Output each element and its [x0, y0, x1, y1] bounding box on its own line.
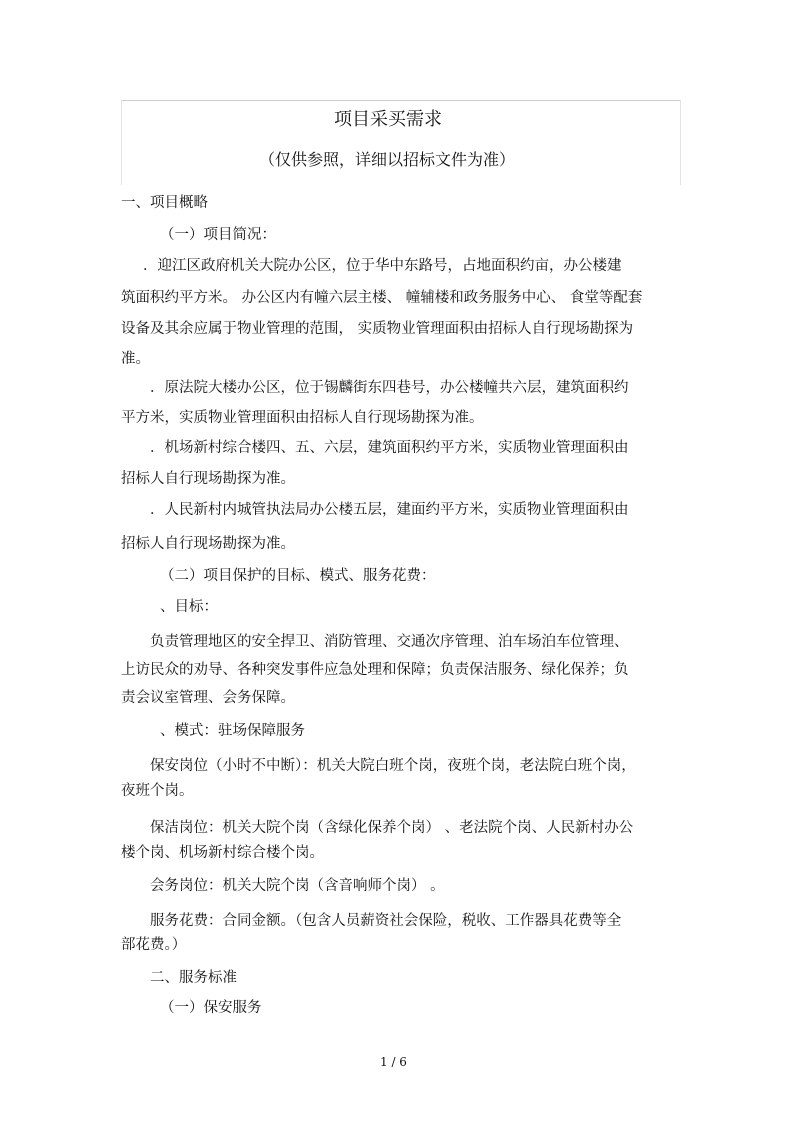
subsection-heading: （一）保安服务 — [160, 1000, 262, 1016]
paragraph-line: 设备及其余应属于物业管理的范围， 实质物业管理面积由招标人自行现场勘探为 — [121, 321, 634, 337]
paragraph-line: 服务花费：合同金额。（包含人员薪资社会保险，税收、工作器具花费等全 — [150, 913, 622, 929]
paragraph-line: ．原法院大楼办公区，位于锡麟街东四巷号，办公楼幢共六层，建筑面积约 — [150, 380, 629, 396]
paragraph-line: 会务岗位：机关大院个岗（含音响师个岗） 。 — [150, 878, 445, 894]
subsection-heading: （二）项目保护的目标、模式、服务花费： — [160, 568, 436, 584]
paragraph-line: 招标人自行现场勘探为准。 — [121, 471, 295, 487]
item-heading: 、模式：驻场保障服务 — [160, 723, 305, 739]
paragraph-line: 平方米，实质物业管理面积由招标人自行现场勘探为准。 — [121, 410, 484, 426]
paragraph-line: 负责管理地区的安全捍卫、消防管理、交通次序管理、泊车场泊车位管理、 — [150, 634, 629, 650]
paragraph-line: 保安岗位（小时不中断）：机关大院白班个岗，夜班个岗，老法院白班个岗， — [150, 758, 636, 774]
paragraph-line: 部花费。） — [121, 937, 187, 953]
paragraph-line: 准。 — [121, 351, 150, 367]
paragraph-line: 招标人自行现场勘探为准。 — [121, 536, 295, 552]
page-title: 项目采买需求 — [334, 109, 442, 130]
paragraph-line: ．人民新村内城管执法局办公楼五层，建面约平方米，实质物业管理面积由 — [150, 502, 629, 518]
paragraph-line: 上访民众的劝导、各种突发事件应急处理和保障；负责保洁服务、绿化保养；负 — [121, 662, 629, 678]
page-number: 1 / 6 — [380, 1055, 407, 1069]
paragraph-line: 楼个岗、机场新村综合楼个岗。 — [121, 845, 324, 861]
paragraph-line: 夜班个岗。 — [121, 783, 194, 799]
item-heading: 、目标： — [160, 599, 218, 615]
subsection-heading: （一）项目简况： — [160, 227, 276, 243]
paragraph-line: 责会议室管理、会务保障。 — [121, 690, 295, 706]
paragraph-line: ．机场新村综合楼四、五、六层，建筑面积约平方米，实质物业管理面积由 — [150, 440, 629, 456]
paragraph-line: 保洁岗位：机关大院个岗（含绿化保养个岗） 、老法院个岗、人民新村办公 — [150, 820, 634, 836]
paragraph-line: ．迎江区政府机关大院办公区，位于华中东路号，占地面积约亩，办公楼建 — [143, 258, 622, 274]
page-subtitle: （仅供参照，详细以招标文件为准） — [259, 150, 516, 169]
section-heading: 一、项目概略 — [121, 195, 208, 211]
section-heading: 二、服务标准 — [150, 970, 237, 986]
paragraph-line: 筑面积约平方米。 办公区内有幢六层主楼、 幢辅楼和政务服务中心、 食堂等配套 — [121, 290, 643, 306]
